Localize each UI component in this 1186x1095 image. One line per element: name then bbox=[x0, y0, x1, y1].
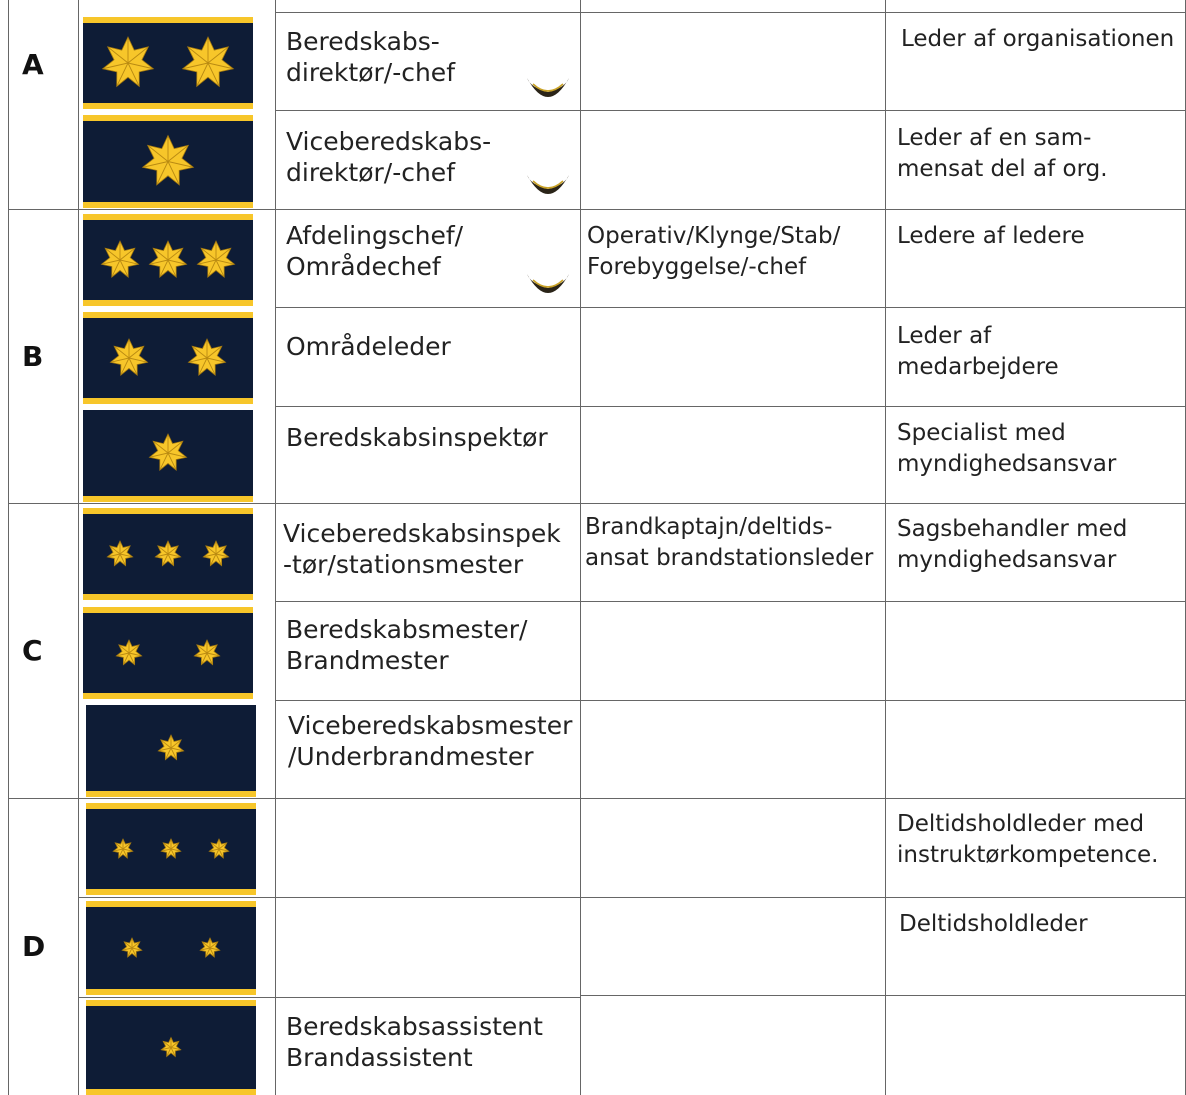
rank-title-line: Afdelingschef/ bbox=[286, 221, 464, 250]
row-border bbox=[275, 307, 1186, 308]
row-border bbox=[580, 995, 1186, 996]
oak-leaf-icon bbox=[525, 171, 571, 201]
insignia-stars bbox=[83, 318, 253, 398]
table-border-left bbox=[8, 0, 9, 1095]
rank-function-line: Forebyggelse/-chef bbox=[587, 254, 807, 280]
rank-title bbox=[286, 220, 463, 282]
rank-star-icon bbox=[188, 339, 225, 375]
rank-description-line: myndighedsansvar bbox=[897, 547, 1117, 573]
rank-title-line: Viceberedskabs- bbox=[286, 127, 492, 156]
rank-title-line: /Underbrandmester bbox=[288, 742, 534, 771]
group-letter-d: D bbox=[22, 930, 46, 963]
rank-star-icon bbox=[149, 434, 186, 470]
rank-insignia bbox=[83, 607, 253, 699]
rank-function-line: ansat brandstationsleder bbox=[585, 545, 874, 571]
rank-title-line: direktør/-chef bbox=[286, 58, 455, 87]
insignia-stars bbox=[83, 121, 253, 202]
rank-description-line: Leder af organisationen bbox=[901, 26, 1175, 52]
rank-title bbox=[286, 1011, 543, 1073]
row-border bbox=[580, 897, 1186, 898]
table-divider-function bbox=[580, 0, 581, 1095]
rank-star-icon bbox=[161, 1038, 181, 1057]
table-divider-insignia bbox=[78, 0, 79, 1095]
rank-star-icon bbox=[101, 241, 138, 277]
rank-title-line: Beredskabs- bbox=[286, 27, 440, 56]
group-border bbox=[8, 209, 1186, 210]
rank-description-line: Deltidsholdleder med bbox=[897, 811, 1145, 837]
rank-title-line: Brandassistent bbox=[286, 1043, 473, 1072]
rank-description-line: medarbejdere bbox=[897, 354, 1059, 380]
rank-star-icon bbox=[200, 938, 220, 957]
rank-title-line: Områdeleder bbox=[286, 332, 451, 361]
rank-description-line: Leder af bbox=[897, 323, 992, 349]
rank-title bbox=[286, 126, 491, 188]
rank-description bbox=[897, 321, 1059, 383]
rank-star-icon bbox=[194, 640, 219, 665]
row-border bbox=[78, 897, 580, 898]
rank-insignia bbox=[83, 115, 253, 208]
oak-leaf-icon bbox=[525, 270, 571, 300]
rank-title-line: Beredskabsassistent bbox=[286, 1012, 543, 1041]
rank-insignia bbox=[83, 17, 253, 109]
rank-star-icon bbox=[149, 241, 186, 277]
rank-insignia bbox=[86, 1000, 256, 1095]
rank-star-icon bbox=[143, 136, 194, 185]
oak-leaf-icon bbox=[525, 74, 571, 104]
rank-star-icon bbox=[158, 735, 183, 760]
group-border bbox=[8, 503, 1186, 504]
rank-description bbox=[897, 514, 1127, 576]
rank-insignia bbox=[86, 803, 256, 895]
rank-description-line: Sagsbehandler med bbox=[897, 516, 1128, 542]
rank-star-icon bbox=[155, 541, 180, 566]
rank-star-icon bbox=[197, 241, 234, 277]
row-border bbox=[275, 406, 1186, 407]
rank-insignia bbox=[83, 508, 253, 600]
table-divider-description bbox=[885, 0, 886, 1095]
rank-description bbox=[899, 909, 1088, 940]
group-letter-c: C bbox=[22, 634, 43, 667]
rank-star-icon bbox=[203, 541, 228, 566]
rank-description bbox=[901, 24, 1174, 55]
group-border bbox=[8, 798, 1186, 799]
insignia-stars bbox=[83, 514, 253, 594]
rank-title-line: Viceberedskabsmester bbox=[288, 711, 573, 740]
rank-description bbox=[897, 418, 1116, 480]
row-border bbox=[78, 997, 580, 998]
insignia-stars bbox=[86, 907, 256, 989]
rank-star-icon bbox=[116, 640, 141, 665]
insignia-stars bbox=[86, 809, 256, 889]
rank-description-line: Leder af en sam- bbox=[897, 125, 1092, 151]
rank-description-line: Deltidsholdleder bbox=[899, 911, 1088, 937]
row-border bbox=[275, 110, 1186, 111]
insignia-stars bbox=[83, 613, 253, 693]
rank-function bbox=[587, 221, 840, 283]
table-divider-title bbox=[275, 0, 276, 1095]
row-border bbox=[275, 601, 1186, 602]
rank-insignia bbox=[86, 705, 256, 797]
insignia-stars bbox=[83, 410, 253, 496]
rank-function-line: Brandkaptajn/deltids- bbox=[585, 514, 833, 540]
rank-description bbox=[897, 221, 1085, 252]
rank-title-line: direktør/-chef bbox=[286, 158, 455, 187]
rank-description-line: instruktørkompetence. bbox=[897, 842, 1159, 868]
rank-title bbox=[283, 518, 561, 580]
rank-star-icon bbox=[161, 839, 181, 858]
rank-star-icon bbox=[122, 938, 142, 957]
rank-title-line: Brandmester bbox=[286, 646, 449, 675]
rank-insignia bbox=[83, 410, 253, 502]
insignia-stars bbox=[86, 705, 256, 791]
rank-title bbox=[286, 422, 548, 453]
rank-insignia bbox=[83, 312, 253, 404]
group-letter-a: A bbox=[22, 48, 44, 81]
rank-title-line: Viceberedskabsinspek bbox=[283, 519, 561, 548]
rank-description-line: myndighedsansvar bbox=[897, 451, 1117, 477]
rank-function bbox=[585, 512, 873, 574]
insignia-stars bbox=[86, 1006, 256, 1089]
rank-insignia bbox=[86, 901, 256, 995]
insignia-stars bbox=[83, 23, 253, 103]
rank-title bbox=[288, 710, 572, 772]
rank-star-icon bbox=[209, 839, 229, 858]
rank-function-line: Operativ/Klynge/Stab/ bbox=[587, 223, 841, 249]
rank-insignia bbox=[83, 214, 253, 306]
rank-star-icon bbox=[103, 37, 154, 86]
row-border bbox=[275, 12, 1186, 13]
rank-description-line: mensat del af org. bbox=[897, 156, 1108, 182]
row-border bbox=[275, 700, 1186, 701]
rank-title bbox=[286, 331, 451, 362]
rank-description-line: Ledere af ledere bbox=[897, 223, 1085, 249]
rank-star-icon bbox=[113, 839, 133, 858]
rank-description bbox=[897, 809, 1158, 871]
rank-star-icon bbox=[110, 339, 147, 375]
rank-title-line: -tør/stationsmester bbox=[283, 550, 524, 579]
insignia-stars bbox=[83, 220, 253, 300]
rank-title bbox=[286, 614, 527, 676]
rank-star-icon bbox=[107, 541, 132, 566]
rank-title bbox=[286, 26, 455, 88]
rank-description bbox=[897, 123, 1108, 185]
rank-title-line: Områdechef bbox=[286, 252, 441, 281]
group-letter-b: B bbox=[22, 340, 44, 373]
rank-title-line: Beredskabsinspektør bbox=[286, 423, 548, 452]
rank-description-line: Specialist med bbox=[897, 420, 1066, 446]
rank-star-icon bbox=[183, 37, 234, 86]
rank-title-line: Beredskabsmester/ bbox=[286, 615, 528, 644]
